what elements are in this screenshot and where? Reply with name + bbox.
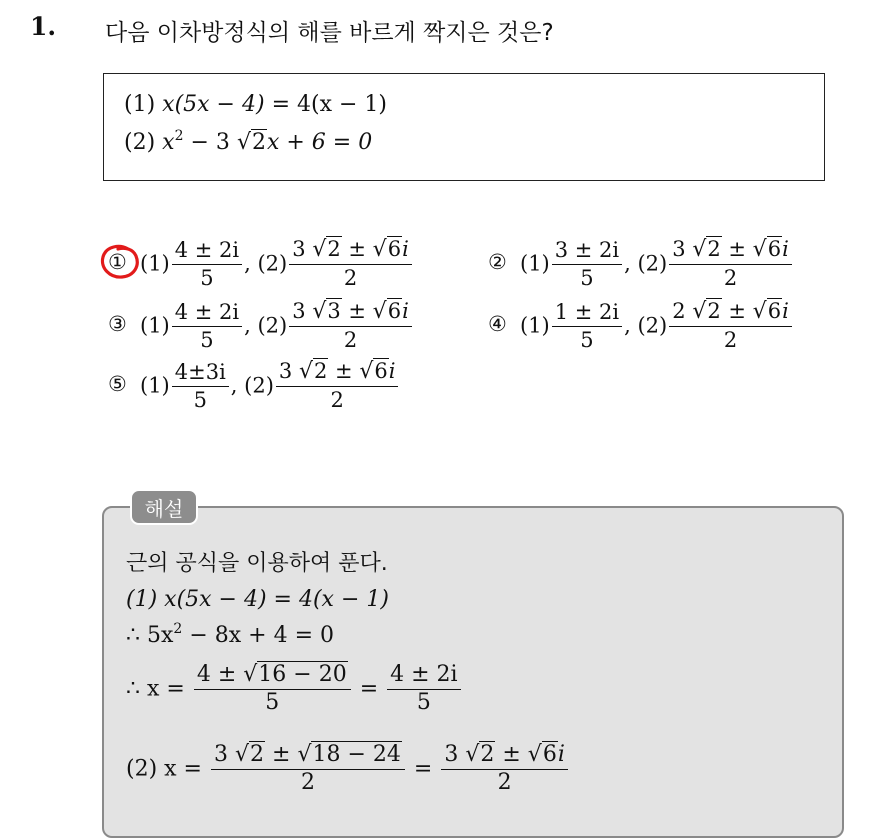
solution-step-1 — [126, 587, 389, 612]
question-text: 다음 이차방정식의 해를 바르게 짝지은 것은? — [105, 20, 554, 46]
choice-3[interactable] — [108, 298, 414, 353]
choice-part1-label: (1) — [520, 313, 550, 338]
choice-part1-label: (1) — [140, 251, 170, 276]
choice-fraction-2: $\frac{3 √3 \pm √6i}{2}$ — [289, 298, 412, 353]
choice-fraction-1: $\frac{1 \pm 2i}{5}$ — [552, 299, 622, 353]
given-eq-2-label: (2) — [124, 130, 156, 155]
choice-part1-label: (1) — [520, 251, 550, 276]
choice-separator: , (2) — [244, 251, 288, 276]
solution-intro: 근의 공식을 이용하여 푼다. — [126, 551, 388, 576]
solution-step-4-eq: = — [413, 756, 433, 782]
choice-fraction-2: $\frac{3 √2 \pm √6i}{2}$ — [669, 236, 792, 291]
solution-step-2-b: − 8x + 4 = 0 — [182, 623, 334, 648]
solution-step-2-exp: 2 — [173, 621, 183, 637]
choice-fraction-1: $\frac{4 \pm 2i}{5}$ — [172, 299, 242, 353]
choice-separator: , (2) — [624, 251, 668, 276]
solution-tag: 해설 — [130, 489, 198, 525]
given-eq-1 — [124, 92, 387, 117]
choice-mark: ⑤ — [108, 372, 127, 396]
choice-part1-label: (1) — [140, 313, 170, 338]
choice-fraction-2: $\frac{3 √2 \pm √6i}{2}$ — [276, 358, 399, 413]
choice-separator: , (2) — [624, 313, 668, 338]
solution-step-4 — [126, 742, 570, 796]
solution-step-2-a: ∴ 5x — [126, 623, 174, 648]
given-eq-1-rhs: = 4(x − 1) — [271, 92, 387, 117]
choice-1[interactable] — [108, 236, 414, 291]
choice-separator: , (2) — [230, 373, 274, 398]
solution-step-3 — [126, 662, 463, 716]
choice-2[interactable] — [488, 236, 794, 291]
given-eq-2-exp: 2 — [174, 128, 184, 144]
given-eq-2-sqrt: √2 — [236, 130, 266, 155]
given-eq-2 — [124, 130, 372, 155]
choice-mark: ② — [488, 250, 507, 274]
solution-step-3-lead: ∴ x = — [126, 676, 185, 702]
choice-mark: ③ — [108, 312, 127, 336]
choice-part1-label: (1) — [140, 373, 170, 398]
choice-fraction-2: $\frac{2 √2 \pm √6i}{2}$ — [669, 298, 792, 353]
given-eq-1-label: (1) — [124, 92, 156, 117]
solution-step-1-text: (1) x(5x − 4) = 4(x − 1) — [126, 587, 389, 612]
solution-step-4-lead: (2) x = — [126, 756, 202, 782]
choice-5[interactable] — [108, 358, 400, 413]
choice-4[interactable] — [488, 298, 794, 353]
given-eq-2-x: x — [162, 130, 175, 155]
given-eq-2-part2: − 3 — [183, 130, 230, 155]
question-number: 1. — [30, 12, 57, 41]
choice-fraction-1: $\frac{3 \pm 2i}{5}$ — [552, 237, 622, 291]
choice-fraction-1: $\frac{4\pm 3i}{5}$ — [172, 359, 229, 413]
given-eq-1-lhs: x(5x − 4) — [162, 92, 265, 117]
choice-fraction-1: $\frac{4 \pm 2i}{5}$ — [172, 237, 242, 291]
solution-step-4-frac-1: $\frac{3 √2 \pm √18 - 24}{2}$ — [211, 742, 405, 796]
choice-mark: ① — [108, 250, 127, 274]
solution-step-3-frac-2: $\frac{4 \pm 2i}{5}$ — [387, 662, 460, 716]
solution-step-3-eq: = — [359, 676, 379, 702]
solution-step-4-frac-2: $\frac{3 √2 \pm √6i}{2}$ — [441, 742, 568, 796]
solution-step-2 — [126, 623, 334, 648]
choice-fraction-2: $\frac{3 √2 \pm √6i}{2}$ — [289, 236, 412, 291]
solution-step-3-frac-1: $\frac{4 \pm √16 - 20}{5}$ — [194, 662, 351, 716]
given-eq-2-part3: x + 6 = 0 — [266, 130, 373, 155]
choice-separator: , (2) — [244, 313, 288, 338]
choice-mark: ④ — [488, 312, 507, 336]
given-equations-box — [103, 73, 825, 181]
